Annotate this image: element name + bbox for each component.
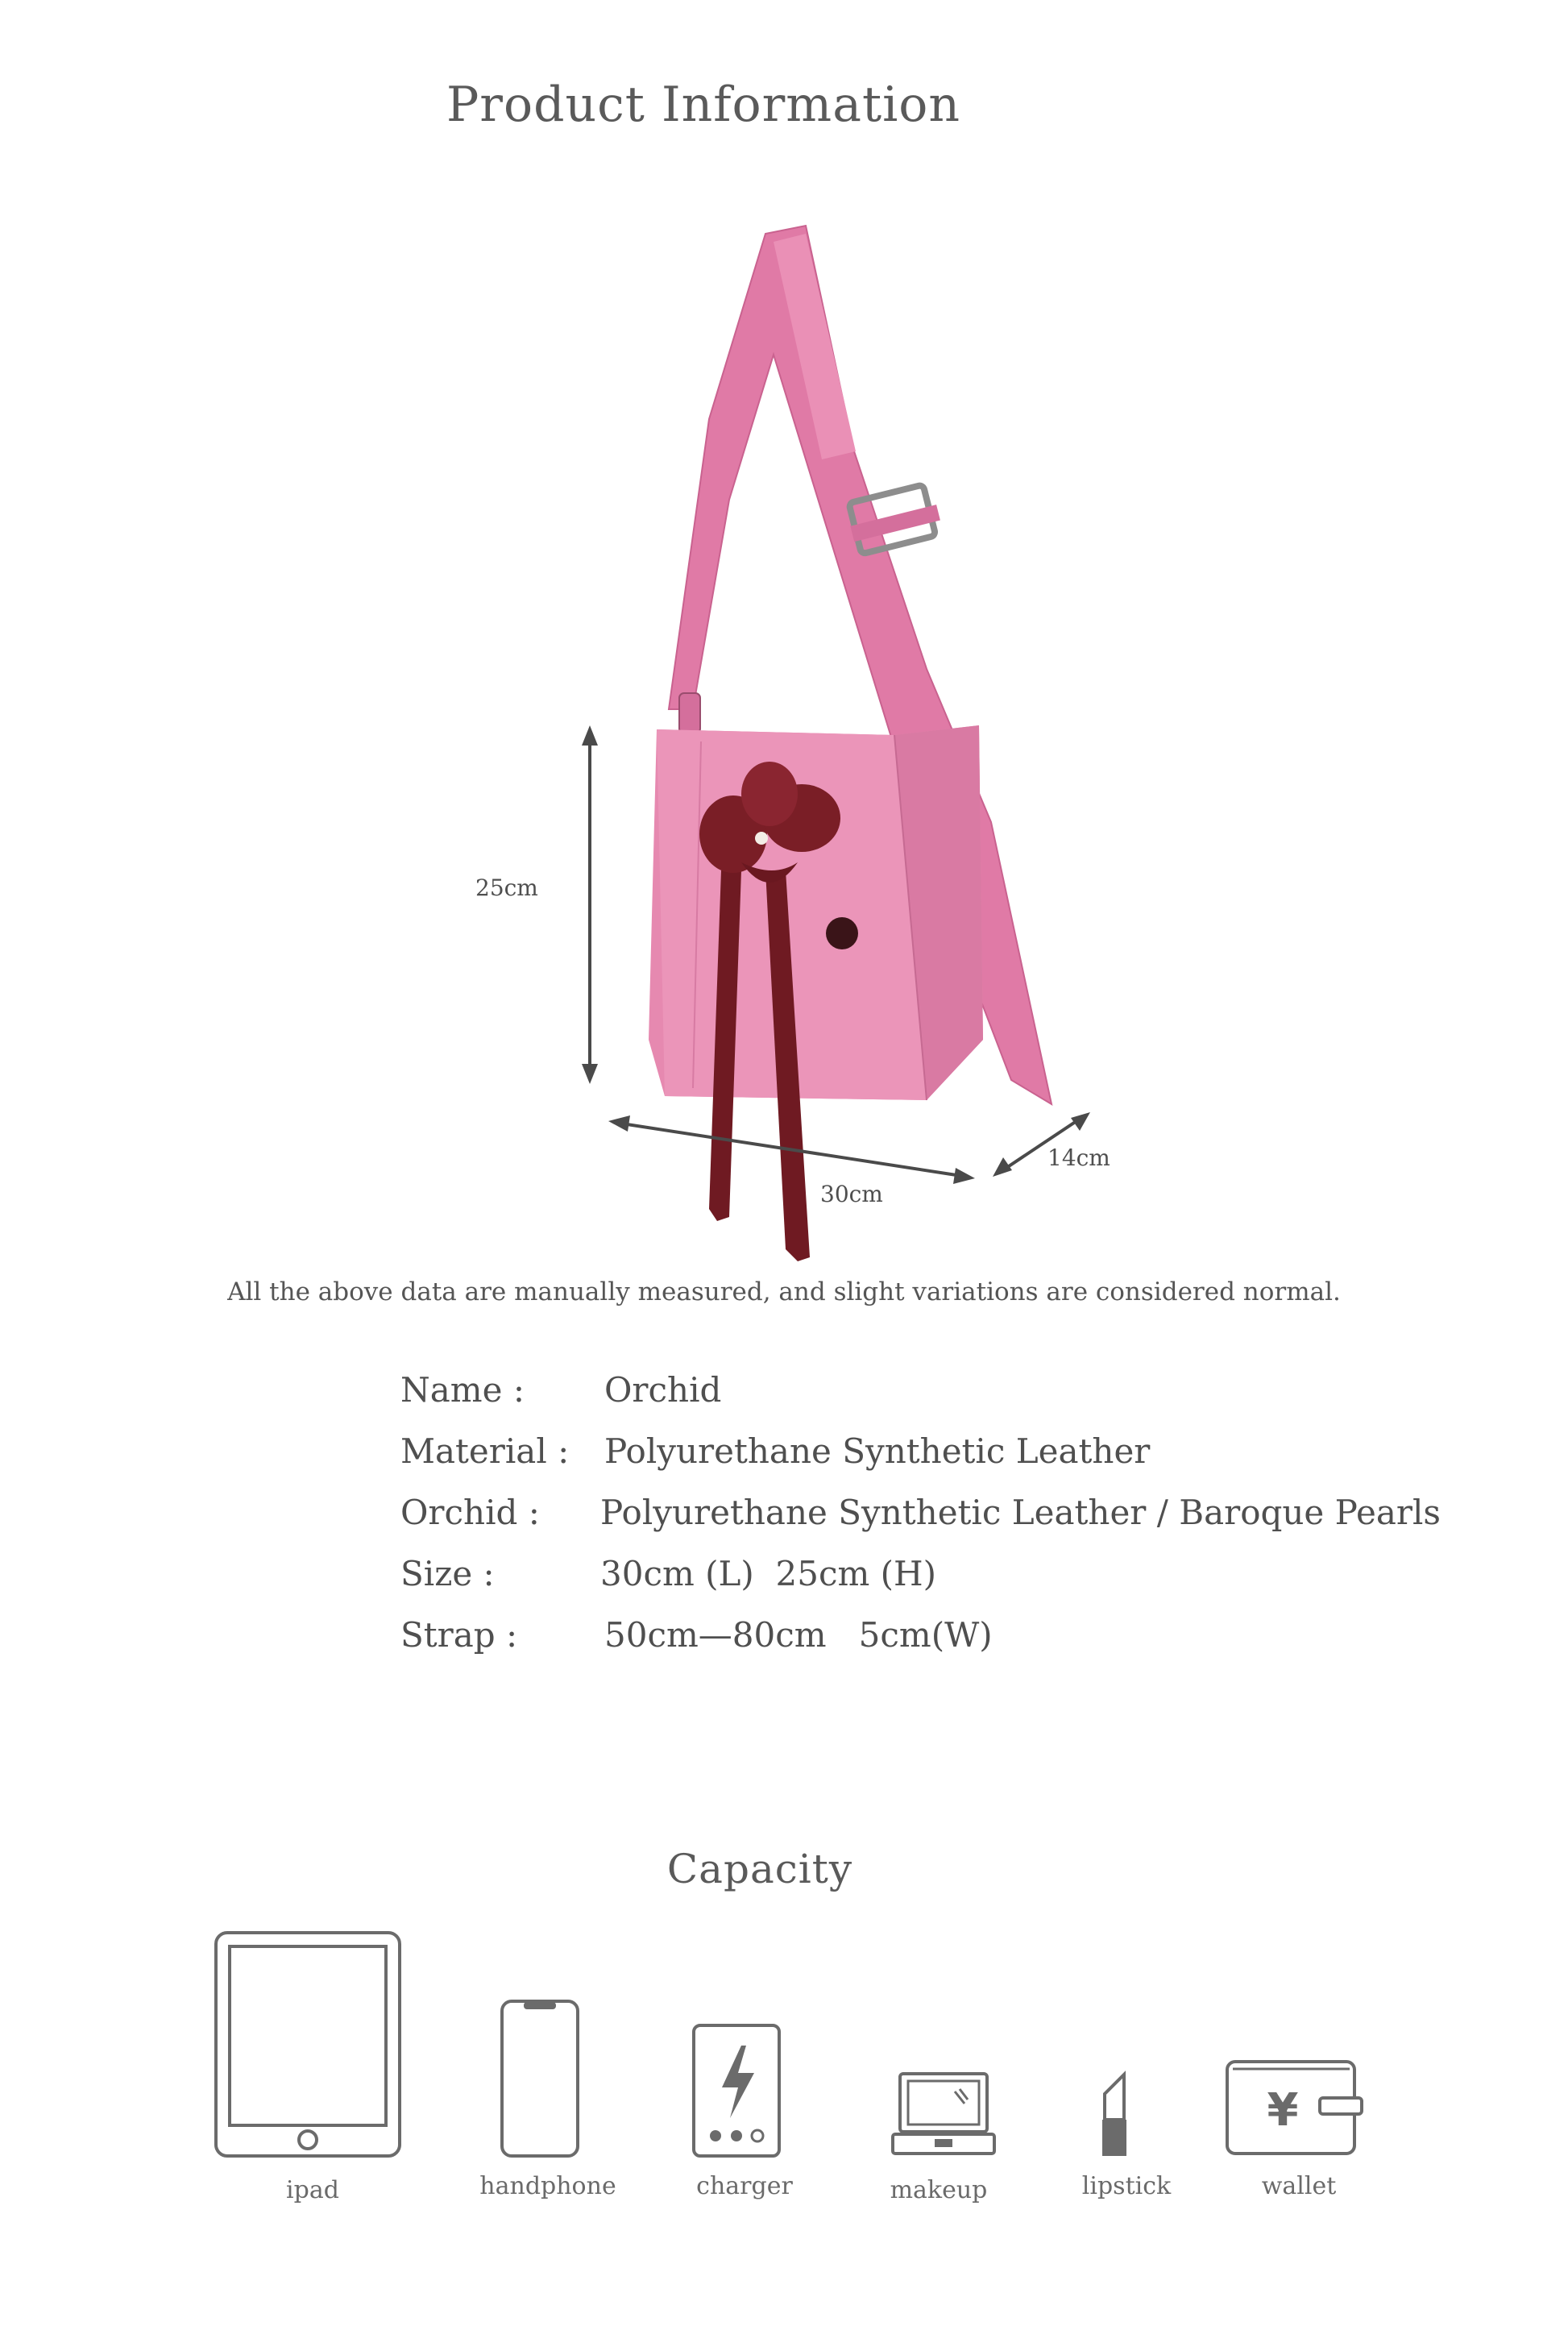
capacity-label-ipad: ipad — [286, 2176, 339, 2204]
spec-value-size: 30cm (L) 25cm (H) — [600, 1554, 937, 1593]
spec-value-strap: 50cm—80cm 5cm(W) — [604, 1615, 993, 1655]
capacity-label-wallet: wallet — [1261, 2172, 1337, 2200]
spec-label-size: Size : — [400, 1554, 495, 1593]
depth-label: 14cm — [1047, 1144, 1110, 1171]
spec-label-strap: Strap : — [400, 1615, 518, 1655]
wallet-currency-symbol: ¥ — [1267, 2084, 1299, 2137]
spec-label-orchid: Orchid : — [400, 1493, 540, 1532]
spec-value-material: Polyurethane Synthetic Leather — [604, 1431, 1151, 1471]
capacity-title: Capacity — [666, 1846, 853, 1892]
capacity-label-lipstick: lipstick — [1081, 2172, 1172, 2200]
lipstick-icon — [1100, 2071, 1132, 2160]
tablet-icon — [214, 1930, 407, 2164]
spec-value-orchid: Polyurethane Synthetic Leather / Baroque Pearls — [600, 1493, 1441, 1532]
spec-value-name: Orchid — [604, 1370, 722, 1410]
page-title: Product Information — [446, 77, 961, 133]
height-label: 25cm — [475, 874, 538, 901]
width-label: 30cm — [820, 1181, 883, 1207]
capacity-label-handphone: handphone — [479, 2172, 616, 2200]
phone-icon — [500, 1999, 588, 2160]
spec-label-material: Material : — [400, 1431, 570, 1471]
measurement-note: All the above data are manually measured, and slight variations are considered normal. — [227, 1277, 1341, 1306]
capacity-label-charger: charger — [696, 2172, 793, 2200]
capacity-label-makeup: makeup — [890, 2176, 988, 2204]
wallet-icon — [1225, 2059, 1370, 2164]
spec-label-name: Name : — [400, 1370, 525, 1410]
compact-icon — [890, 2071, 1003, 2160]
power-bank-icon — [691, 2023, 788, 2160]
